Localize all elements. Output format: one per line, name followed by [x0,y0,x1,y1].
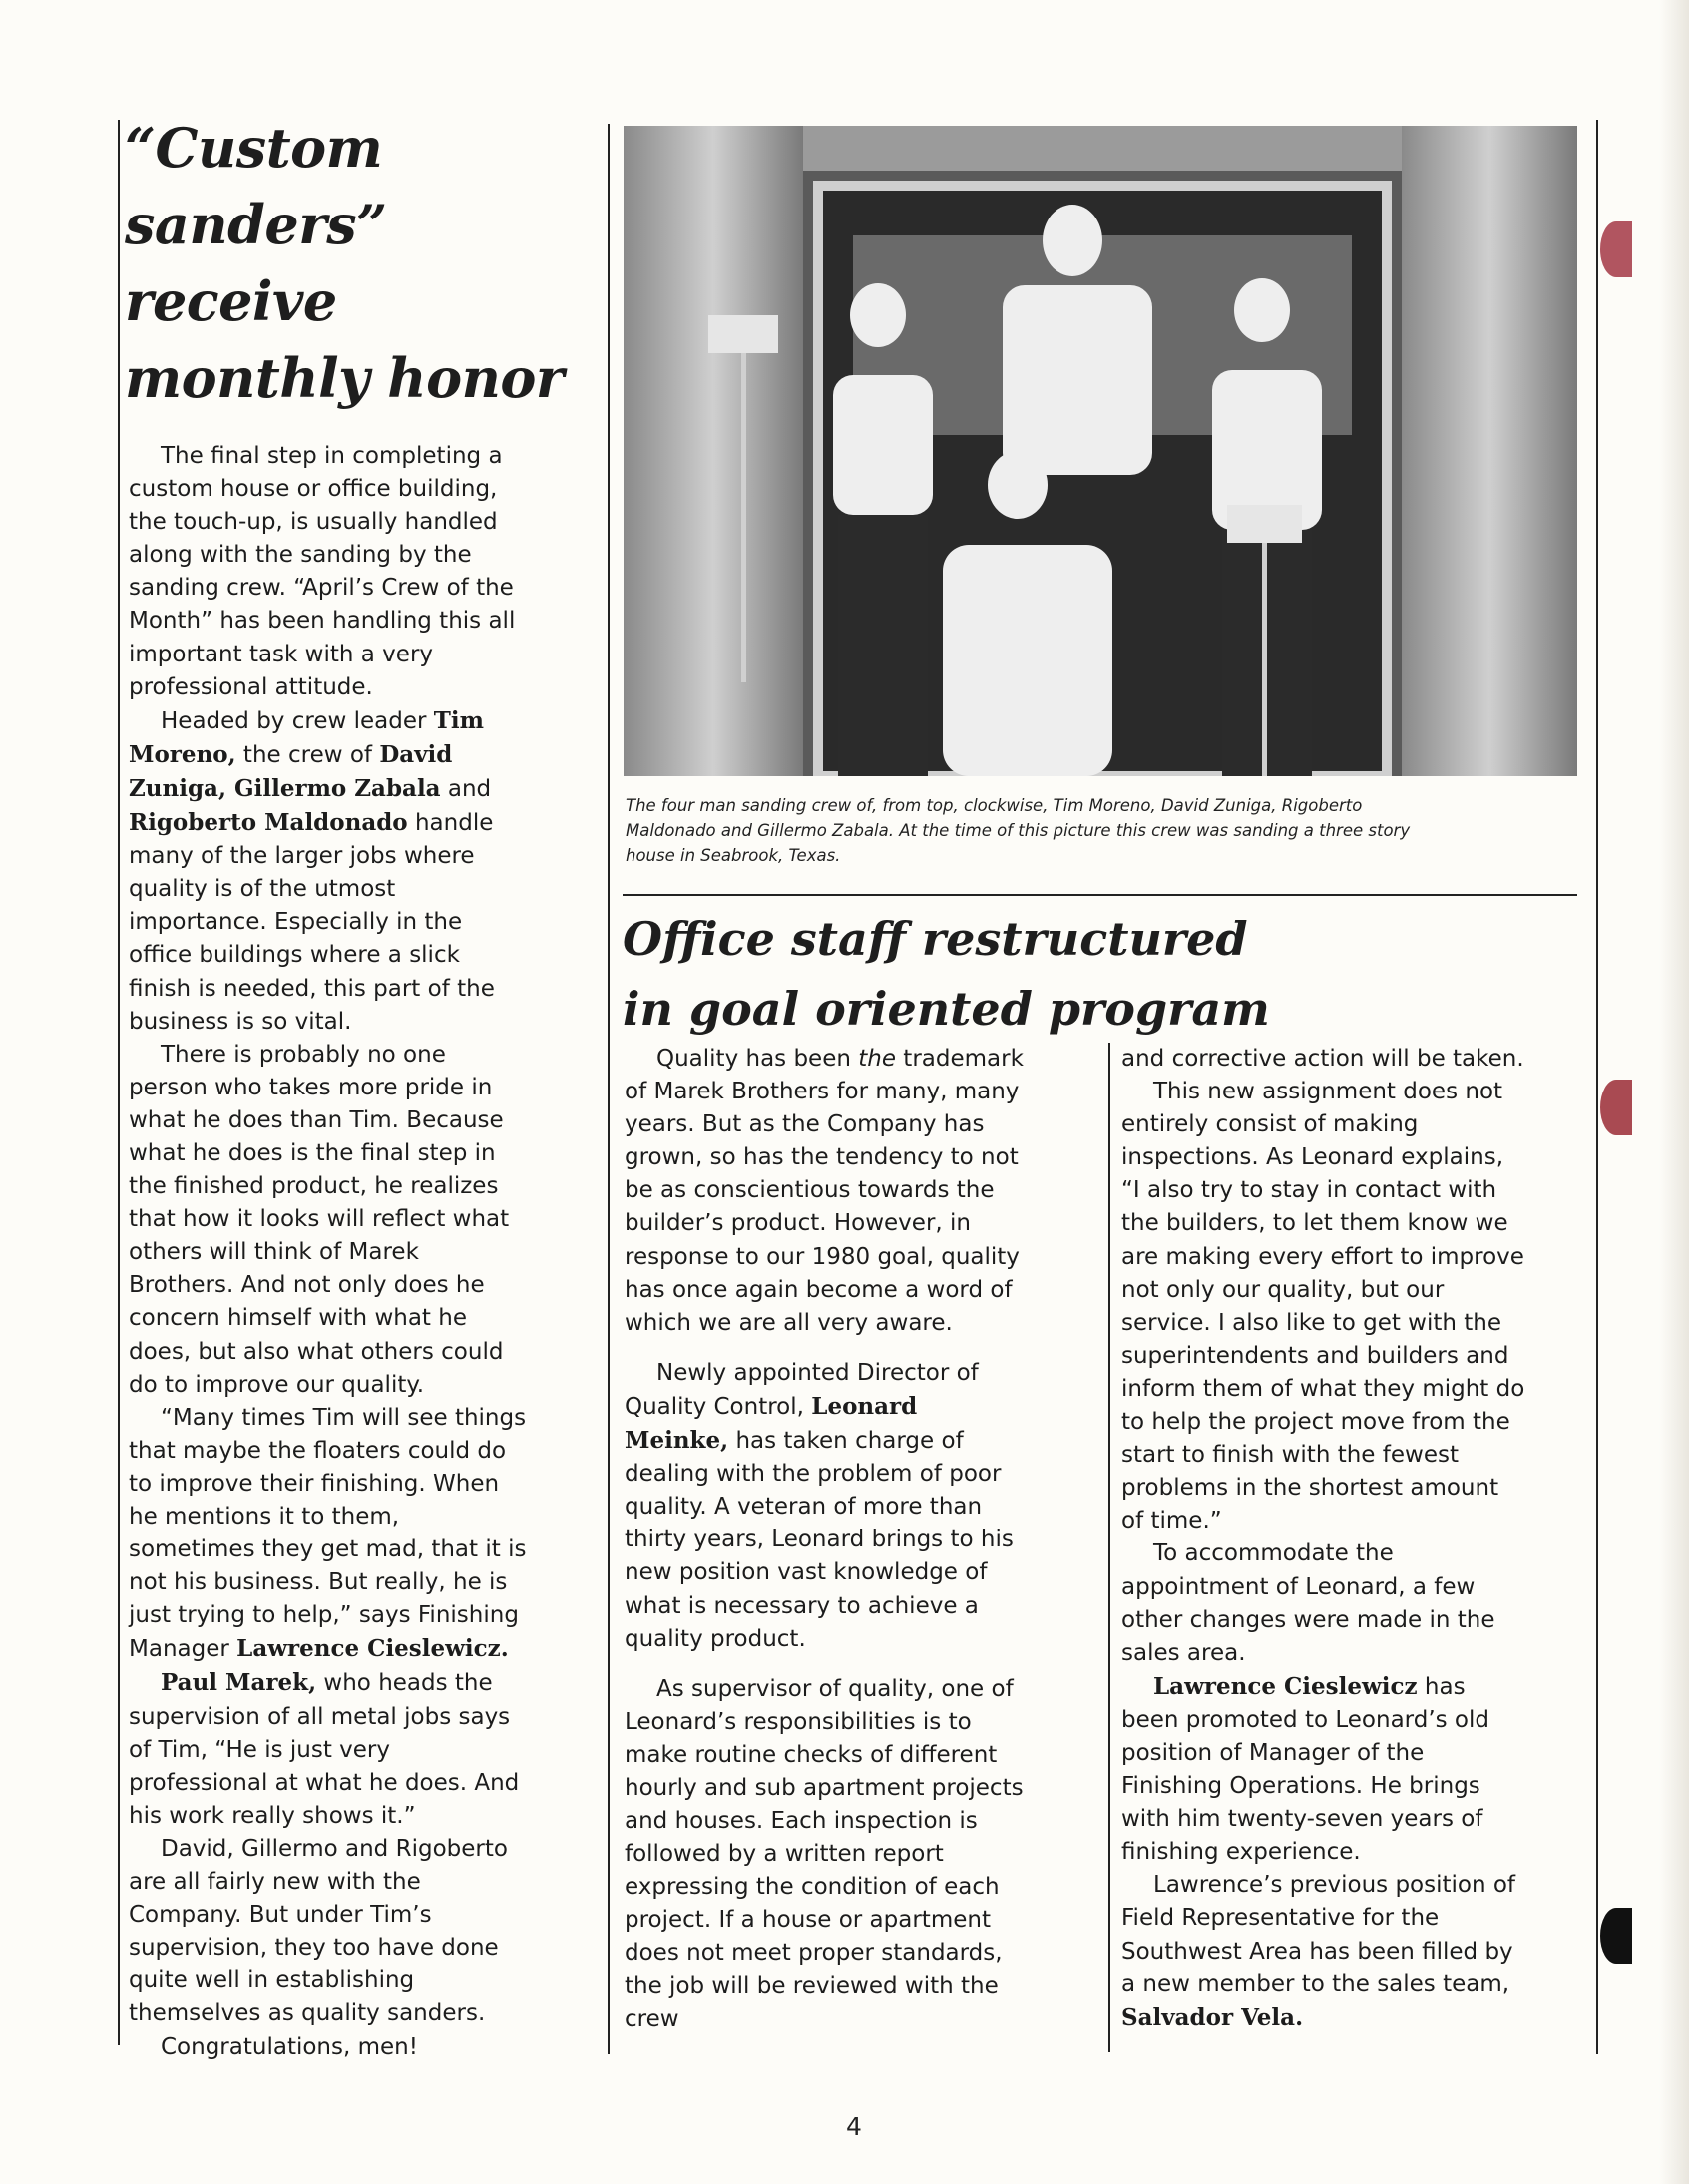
left-column-rule [118,120,120,2045]
paragraph: Lawrence’s previous position of Field Representative for the Southwest Area has been filled by a new member to the sales team, Salvador Vela. [1121,1872,1516,2031]
emphasis: the [858,1046,896,1072]
crew-photo [624,126,1577,776]
person-name: Paul Marek, [161,1669,317,1697]
paragraph: This new assignment does not entirely consist of making inspections. As Leonard explains, “I also try to stay in contact with the builders, to let them know we are making every effort to improve not only our quality, but our service. I also like to get with the superintendents and builders and inform them of what they might do to help the project move from the start to finish with the fewest problems in the shortest amount of time.” [1121,1079,1525,1534]
person-name: Leonard Meinke, [625,1392,918,1455]
page-edge-shadow [1659,0,1689,2184]
paragraph: Quality has been the trademark of Marek Brothers for many, many years. But as the Company has grown, so has the tendency to not be as conscientious towards the builder’s product. However, in response to our 1980 goal, quality has once again become a word of which we are all very aware. [625,1046,1024,1336]
paragraph: Headed by crew leader Tim Moreno, the crew of David Zuniga, Gillermo Zabala and Rigoberto Maldonado handle many of the larger jobs where quality is of the utmost importance. Especially in the office buildings where a slick finish is needed, this part of the business is so vital. [129,706,495,1035]
paragraph: To accommodate the appointment of Leonard, a few other changes were made in the sales area. [1121,1540,1495,1666]
person-name: Tim Moreno, [129,706,484,768]
punch-hole [1600,1908,1632,1964]
paragraph: There is probably no one person who takes more pride in what he does than Tim. Because what he does is the final step in the finished product, he realizes that how it looks will reflect what others will think of Marek Brothers. And not only does he concern himself with what he does, but also what others could do to improve our quality. [129,1041,510,1398]
crew-photo-illustration [624,126,1577,776]
inner-column-rule [1108,1043,1110,2052]
paragraph: Paul Marek, who heads the supervision of all metal jobs says of Tim, “He is just very professional at what he does. And his work really shows it.” [129,1669,520,1829]
headline-line: receive [125,269,337,333]
headline-line: “Custom [125,116,383,180]
right-edge-rule [1596,120,1598,2054]
article-separator-rule [623,894,1577,896]
paragraph: Lawrence Cieslewicz has been promoted to Leonard’s old position of Manager of the Finishing Operations. He brings with him twenty-seven years of finishing experience. [1121,1672,1489,1866]
person-name: David Zuniga, Gillermo Zabala [129,740,453,802]
person-name: Salvador Vela. [1121,2003,1304,2031]
center-column-rule [608,124,610,2054]
paragraph: The final step in completing a custom house or office building, the touch-up, is usually handled along with the sanding by the sanding crew. “April’s Crew of the Month” has been handling this all important task with a very professional attitude. [129,443,516,700]
person-name: Lawrence Cieslewicz [1153,1672,1418,1700]
article2-body-right [1121,1043,1525,2035]
article1-body [129,440,528,2064]
paragraph: Newly appointed Director of Quality Control, Leonard Meinke, has taken charge of dealing with the problem of poor quality. A veteran of more than thirty years, Leonard brings to his new position vast knowledge of what is necessary to achieve a quality product. [625,1359,1014,1652]
headline-line: Office staff restructured [623,912,1248,966]
punch-hole [1600,221,1632,277]
paragraph: As supervisor of quality, one of Leonard’s responsibilities is to make routine checks of different hourly and sub apartment projects and houses. Each inspection is followed by a written report expressing the condition of each project. If a house or apartment does not meet proper standards, the job will be reviewed with the crew [625,1675,1024,2032]
headline-line: sanders” [125,193,387,256]
paragraph: David, Gillermo and Rigoberto are all fairly new with the Company. But under Tim’s supervision, they too have done quite well in establishing themselves as quality sanders. [129,1835,508,2027]
photo-caption: The four man sanding crew of, from top, clockwise, Tim Moreno, David Zuniga, Rigoberto Maldonado and Gillermo Zabala. At the time of this picture this crew was sanding a three story house in Seabrook, Texas. [626,796,1411,865]
person-name: Lawrence Cieslewicz. [236,1635,509,1663]
paragraph: and corrective action will be taken. [1121,1046,1524,1072]
article2-body-left [625,1043,1029,2036]
article1-headline [125,110,594,417]
headline-line: monthly honor [125,346,564,410]
punch-hole [1600,1080,1632,1135]
paragraph: Congratulations, men! [161,2033,418,2060]
article2-headline [623,904,1421,1044]
page-number: 4 [846,2112,862,2141]
paragraph: “Many times Tim will see things that maybe the floaters could do to improve their finishing. When he mentions it to them, sometimes they get mad, that it is not his business. But really, he is just trying to help,” says Finishing Manager Lawrence Cieslewicz. [129,1404,527,1663]
person-name: Rigoberto Maldonado [129,809,408,837]
headline-line: in goal oriented program [623,982,1270,1036]
